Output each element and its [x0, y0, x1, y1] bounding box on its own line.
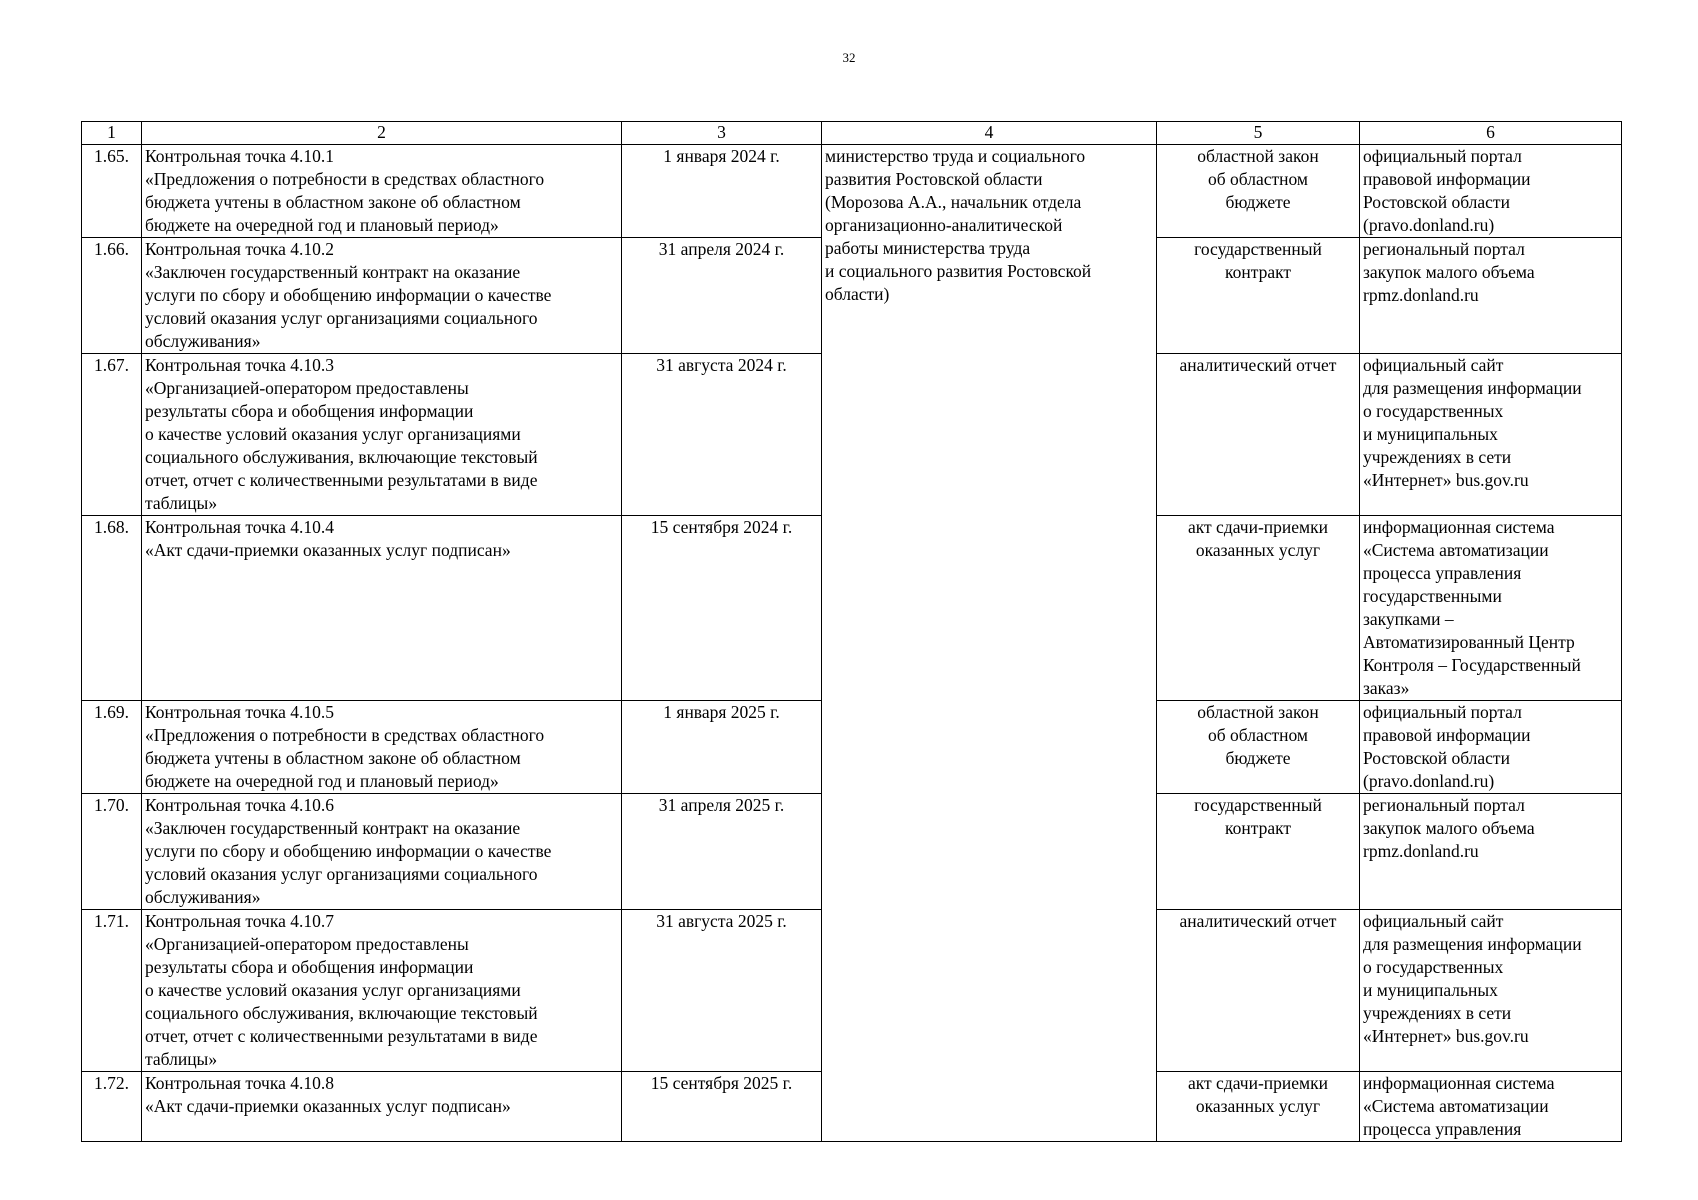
- cell-line: обслуживания»: [145, 331, 261, 351]
- cell-line: государственный: [1194, 795, 1322, 815]
- cell-line: закупок малого объема: [1363, 818, 1535, 838]
- cell-line: учреждениях в сети: [1363, 447, 1512, 467]
- header-cell: 6: [1360, 122, 1622, 145]
- cell-line: оказанных услуг: [1195, 540, 1321, 560]
- cell-line: бюджете на очередной год и плановый период»: [145, 215, 499, 235]
- document-type-cell: [1157, 516, 1360, 701]
- row-number: 1.71.: [82, 910, 142, 1072]
- cell-line: и муниципальных: [1363, 980, 1498, 1000]
- cell-line: результаты сбора и обобщения информации: [145, 401, 474, 421]
- row-number: 1.65.: [82, 145, 142, 238]
- cell-line: rpmz.donland.ru: [1363, 285, 1479, 305]
- header-cell: 4: [822, 122, 1157, 145]
- cell-line: об областном: [1207, 725, 1309, 745]
- cell-line: контракт: [1224, 262, 1292, 282]
- cell-line: социального обслуживания, включающие текстовый: [145, 447, 538, 467]
- cell-line: региональный портал: [1363, 795, 1525, 815]
- cell-line: развития Ростовской области: [825, 169, 1043, 189]
- header-row: [82, 122, 1622, 145]
- event-cell: [142, 1072, 622, 1142]
- row-number: 1.72.: [82, 1072, 142, 1142]
- cell-line: «Предложения о потребности в средствах областного: [145, 169, 545, 189]
- page-number: 32: [842, 50, 856, 65]
- info-source-cell: [1360, 354, 1622, 516]
- cell-line: организационно-аналитической: [825, 215, 1063, 235]
- cell-line: (pravo.donland.ru): [1363, 215, 1495, 235]
- cell-line: Контрольная точка 4.10.1: [145, 146, 334, 166]
- cell-line: (pravo.donland.ru): [1363, 771, 1495, 791]
- cell-line: для размещения информации: [1363, 934, 1582, 954]
- cell-line: Контрольная точка 4.10.2: [145, 239, 334, 259]
- cell-line: о государственных: [1363, 401, 1504, 421]
- cell-line: министерство труда и социального: [825, 146, 1086, 166]
- cell-line: акт сдачи-приемки: [1188, 1073, 1328, 1093]
- cell-line: «Система автоматизации: [1363, 1096, 1549, 1116]
- cell-line: правовой информации: [1363, 725, 1531, 745]
- cell-line: «Организацией-оператором предоставлены: [145, 934, 469, 954]
- cell-line: оказанных услуг: [1195, 1096, 1321, 1116]
- cell-line: официальный портал: [1363, 702, 1522, 722]
- cell-line: «Заключен государственный контракт на оказание: [145, 818, 521, 838]
- cell-line: контракт: [1224, 818, 1292, 838]
- cell-line: отчет, отчет с количественными результатами в виде: [145, 1026, 538, 1046]
- cell-line: государственными: [1363, 586, 1502, 606]
- event-cell: [142, 516, 622, 701]
- executor-cell: [822, 145, 1157, 1142]
- deadline-cell: 31 апреля 2025 г.: [622, 794, 822, 910]
- deadline-cell: 15 сентября 2025 г.: [622, 1072, 822, 1142]
- deadline-cell: 15 сентября 2024 г.: [622, 516, 822, 701]
- event-cell: [142, 354, 622, 516]
- cell-line: социального обслуживания, включающие текстовый: [145, 1003, 538, 1023]
- event-cell: [142, 910, 622, 1072]
- cell-line: rpmz.donland.ru: [1363, 841, 1479, 861]
- event-cell: [142, 145, 622, 238]
- deadline-cell: 1 января 2025 г.: [622, 701, 822, 794]
- cell-line: аналитический отчет: [1179, 911, 1337, 931]
- cell-line: о качестве условий оказания услуг организациями: [145, 424, 521, 444]
- cell-line: Автоматизированный Центр: [1363, 632, 1575, 652]
- info-source-cell: [1360, 701, 1622, 794]
- header-cell: 2: [142, 122, 622, 145]
- cell-line: информационная система: [1363, 1073, 1555, 1093]
- row-number: 1.68.: [82, 516, 142, 701]
- cell-line: таблицы»: [145, 493, 218, 513]
- cell-line: области): [825, 284, 890, 304]
- document-type-cell: [1157, 794, 1360, 910]
- row-number: 1.67.: [82, 354, 142, 516]
- info-source-cell: [1360, 1072, 1622, 1142]
- cell-line: заказ»: [1363, 678, 1410, 698]
- cell-line: (Морозова А.А., начальник отдела: [825, 192, 1082, 212]
- event-cell: [142, 238, 622, 354]
- event-cell: [142, 794, 622, 910]
- cell-line: и социального развития Ростовской: [825, 261, 1092, 281]
- cell-line: бюджете: [1225, 192, 1291, 212]
- info-source-cell: [1360, 516, 1622, 701]
- cell-line: Контрольная точка 4.10.3: [145, 355, 334, 375]
- cell-line: официальный сайт: [1363, 911, 1504, 931]
- cell-line: Контрольная точка 4.10.4: [145, 517, 334, 537]
- cell-line: областной закон: [1197, 146, 1319, 166]
- cell-line: «Организацией-оператором предоставлены: [145, 378, 469, 398]
- cell-line: закупок малого объема: [1363, 262, 1535, 282]
- cell-line: отчет, отчет с количественными результатами в виде: [145, 470, 538, 490]
- cell-line: для размещения информации: [1363, 378, 1582, 398]
- cell-line: о качестве условий оказания услуг организациями: [145, 980, 521, 1000]
- info-source-cell: [1360, 910, 1622, 1072]
- cell-line: условий оказания услуг организациями социального: [145, 864, 538, 884]
- table-row: [82, 145, 1622, 238]
- cell-line: бюджета учтены в областном законе об областном: [145, 192, 521, 212]
- cell-line: и муниципальных: [1363, 424, 1498, 444]
- cell-line: официальный сайт: [1363, 355, 1504, 375]
- deadline-cell: 31 августа 2025 г.: [622, 910, 822, 1072]
- cell-line: «Система автоматизации: [1363, 540, 1549, 560]
- row-number: 1.70.: [82, 794, 142, 910]
- cell-line: «Акт сдачи-приемки оказанных услуг подписан»: [145, 1096, 511, 1116]
- cell-line: процесса управления: [1363, 563, 1522, 583]
- cell-line: правовой информации: [1363, 169, 1531, 189]
- cell-line: Контрольная точка 4.10.6: [145, 795, 334, 815]
- document-type-cell: [1157, 238, 1360, 354]
- cell-line: Контроля – Государственный: [1363, 655, 1581, 675]
- cell-line: аналитический отчет: [1179, 355, 1337, 375]
- cell-line: акт сдачи-приемки: [1188, 517, 1328, 537]
- cell-line: Контрольная точка 4.10.8: [145, 1073, 334, 1093]
- document-type-cell: [1157, 354, 1360, 516]
- cell-line: Контрольная точка 4.10.7: [145, 911, 334, 931]
- cell-line: о государственных: [1363, 957, 1504, 977]
- header-cell: 1: [82, 122, 142, 145]
- cell-line: бюджете на очередной год и плановый период»: [145, 771, 499, 791]
- row-number: 1.66.: [82, 238, 142, 354]
- info-source-cell: [1360, 794, 1622, 910]
- header-cell: 3: [622, 122, 822, 145]
- info-source-cell: [1360, 145, 1622, 238]
- document-type-cell: [1157, 701, 1360, 794]
- deadline-cell: 1 января 2024 г.: [622, 145, 822, 238]
- cell-line: «Интернет» bus.gov.ru: [1363, 470, 1529, 490]
- cell-line: закупками –: [1363, 609, 1454, 629]
- cell-line: результаты сбора и обобщения информации: [145, 957, 474, 977]
- cell-line: работы министерства труда: [825, 238, 1031, 258]
- cell-line: об областном: [1207, 169, 1309, 189]
- cell-line: Ростовской области: [1363, 192, 1510, 212]
- cell-line: услуги по сбору и обобщению информации о качестве: [145, 285, 552, 305]
- cell-line: процесса управления: [1363, 1119, 1522, 1139]
- cell-line: Контрольная точка 4.10.5: [145, 702, 334, 722]
- cell-line: таблицы»: [145, 1049, 218, 1069]
- cell-line: услуги по сбору и обобщению информации о качестве: [145, 841, 552, 861]
- cell-line: региональный портал: [1363, 239, 1525, 259]
- deadline-cell: 31 августа 2024 г.: [622, 354, 822, 516]
- cell-line: бюджете: [1225, 748, 1291, 768]
- cell-line: условий оказания услуг организациями социального: [145, 308, 538, 328]
- cell-line: информационная система: [1363, 517, 1555, 537]
- event-cell: [142, 701, 622, 794]
- header-cell: 5: [1157, 122, 1360, 145]
- document-type-cell: [1157, 1072, 1360, 1142]
- cell-line: областной закон: [1197, 702, 1319, 722]
- cell-line: «Интернет» bus.gov.ru: [1363, 1026, 1529, 1046]
- cell-line: государственный: [1194, 239, 1322, 259]
- plan-table: [81, 121, 1622, 1142]
- deadline-cell: 31 апреля 2024 г.: [622, 238, 822, 354]
- cell-line: «Акт сдачи-приемки оказанных услуг подписан»: [145, 540, 511, 560]
- cell-line: учреждениях в сети: [1363, 1003, 1512, 1023]
- cell-line: обслуживания»: [145, 887, 261, 907]
- cell-line: Ростовской области: [1363, 748, 1510, 768]
- document-type-cell: [1157, 910, 1360, 1072]
- info-source-cell: [1360, 238, 1622, 354]
- cell-line: бюджета учтены в областном законе об областном: [145, 748, 521, 768]
- cell-line: «Предложения о потребности в средствах областного: [145, 725, 545, 745]
- document-type-cell: [1157, 145, 1360, 238]
- cell-line: «Заключен государственный контракт на оказание: [145, 262, 521, 282]
- row-number: 1.69.: [82, 701, 142, 794]
- cell-line: официальный портал: [1363, 146, 1522, 166]
